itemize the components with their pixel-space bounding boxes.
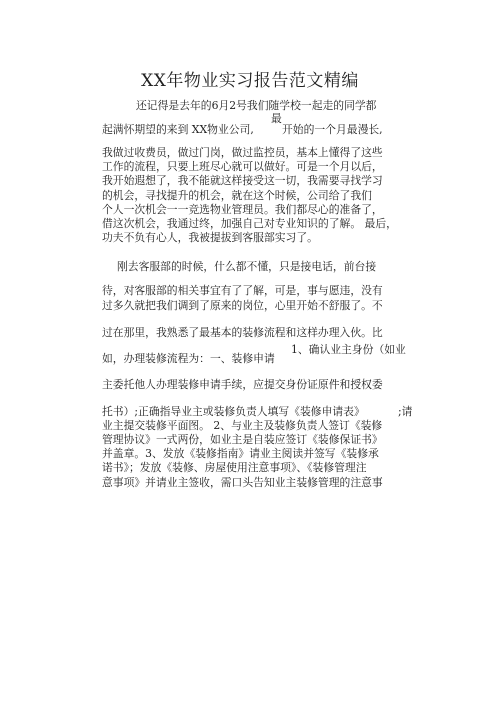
p4-block <box>102 433 383 490</box>
p1-line2b: 开始的一个月最漫长, <box>282 123 383 136</box>
p3-line5b: 如，办理装修流程为：一、装修申请 <box>102 352 275 365</box>
p4-line: 管理协议》一式两份，如业主是自装应签订《装修保证书》 <box>102 433 383 446</box>
p2-line: 借这次机会，我通过终，加强自己对专业知识的了解。 最后， <box>102 217 397 231</box>
document-title: XX年物业实习报告范文精编 <box>141 71 359 91</box>
p1-line2a: 起满怀期望的来到 XX物业公司, <box>102 123 254 136</box>
p3-line6: 主委托他人办理装修申请手续，应提交身份证原件和授权委 <box>102 378 383 391</box>
p4-line: 诺书》；发放《装修、房屋使用注意事项》、《装修管理注 <box>102 461 367 475</box>
p2-block <box>102 146 397 245</box>
p1-line1: 还记得是去年的6月2号我们随学校一起走的同学都 <box>136 99 377 112</box>
p4-line: 意事项》并请业主签收，需口头告知业主装修管理的注意事 <box>102 475 383 489</box>
p3-line3: 过多久就把我们调到了原来的岗位，心里开始不舒服了。不 <box>102 299 383 312</box>
p2-line: 的机会，寻找提升的机会，就在这个时候，公司给了我们 <box>102 188 372 202</box>
p2-line: 工作的流程，只要上班尽心就可以做好。可是一个月以后， <box>102 160 383 174</box>
p2-line: 个人一次机会一一竞选物业管理员。我们都尽心的准备了， <box>102 202 383 216</box>
p3-line1: 刚去客服部的时候，什么都不懂，只是接电话，前台接 <box>117 260 377 273</box>
p1-floating-char: 最 <box>271 112 282 125</box>
p2-line: 我做过收费员，做过门岗，做过监控员，基本上懂得了这些 <box>102 146 383 159</box>
p3-line7a: 托书）;正确指导业主或装修负责人填写《装修申请表》 <box>102 405 365 418</box>
p3-line4: 过在那里，我熟悉了最基本的装修流程和这样办理入伙。比 <box>102 326 383 339</box>
p3-line5a: 1、确认业主身份（如业 <box>291 343 406 356</box>
p3-line8: 业主提交装修平面图。 2、与业主及装修负责人签订《装修 <box>102 419 383 432</box>
p3-line7b: ;请 <box>398 405 413 418</box>
p2-line: 功夫不负有心人，我被提拔到客服部实习了。 <box>102 231 318 245</box>
p2-line: 我开始遐想了，我不能就这样接受这一切，我需要寻找学习 <box>102 174 383 188</box>
p3-line2: 待，对客服部的相关事宜有了了解，可是，事与愿违，没有 <box>102 284 383 297</box>
p4-line: 并盖章。3、发放《装修指南》请业主阅读并签写《装修承 <box>102 447 379 461</box>
